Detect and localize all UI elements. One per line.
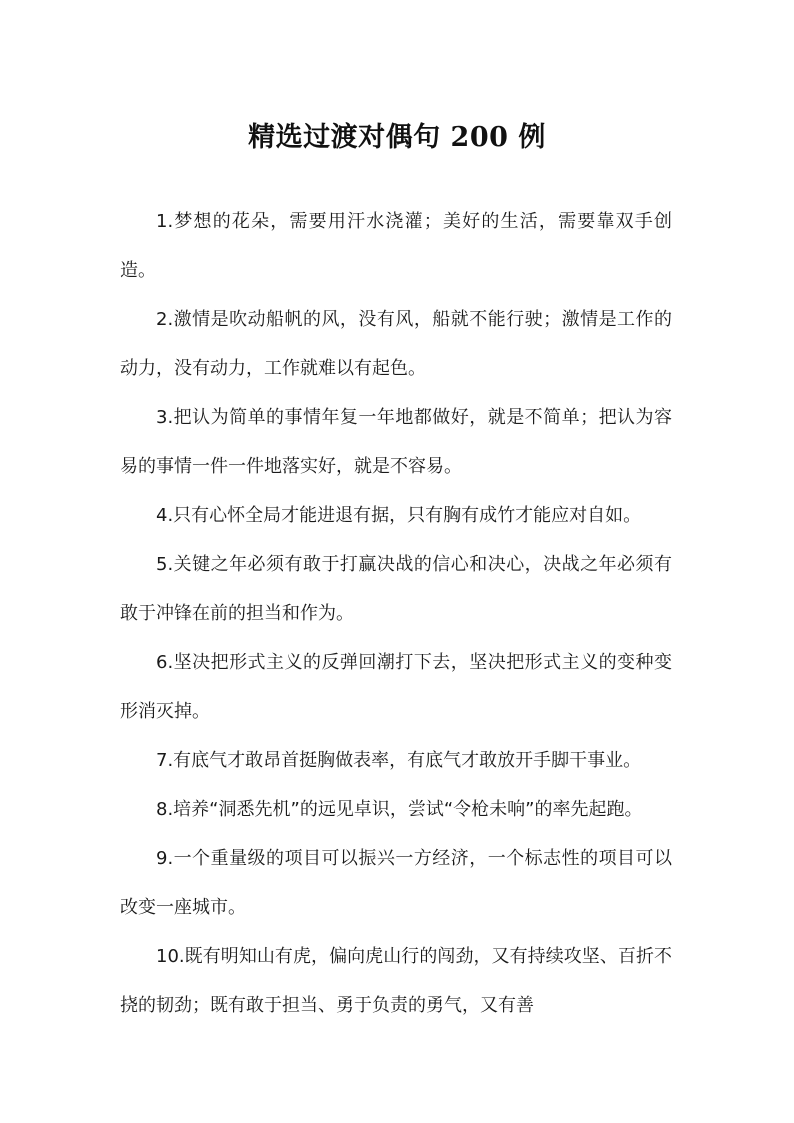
document-body [120,197,672,1030]
paragraph-9: 9.一个重量级的项目可以振兴一方经济，一个标志性的项目可以改变一座城市。 [120,848,672,918]
paragraph-10: 10.既有明知山有虎，偏向虎山行的闯劲，又有持续攻坚、百折不挠的韧劲；既有敢于担当、勇于负责的勇气，又有善 [120,946,672,1016]
paragraph-5: 5.关键之年必须有敢于打赢决战的信心和决心，决战之年必须有敢于冲锋在前的担当和作为。 [120,554,672,624]
paragraph-3: 3.把认为简单的事情年复一年地都做好，就是不简单；把认为容易的事情一件一件地落实好，就是不容易。 [120,407,672,477]
document-title: 精选过渡对偶句 200 例 [248,122,546,153]
paragraph-8: 8.培养“洞悉先机”的远见卓识，尝试“令枪未响”的率先起跑。 [156,799,643,820]
paragraph-6: 6.坚决把形式主义的反弹回潮打下去，坚决把形式主义的变种变形消灭掉。 [120,652,672,722]
paragraph-1: 1.梦想的花朵，需要用汗水浇灌；美好的生活，需要靠双手创造。 [120,211,672,281]
paragraph-2: 2.激情是吹动船帆的风，没有风，船就不能行驶；激情是工作的动力，没有动力，工作就难以有起色。 [120,309,672,379]
paragraph-4: 4.只有心怀全局才能进退有据，只有胸有成竹才能应对自如。 [156,505,642,526]
paragraph-7: 7.有底气才敢昂首挺胸做表率，有底气才敢放开手脚干事业。 [156,750,642,771]
